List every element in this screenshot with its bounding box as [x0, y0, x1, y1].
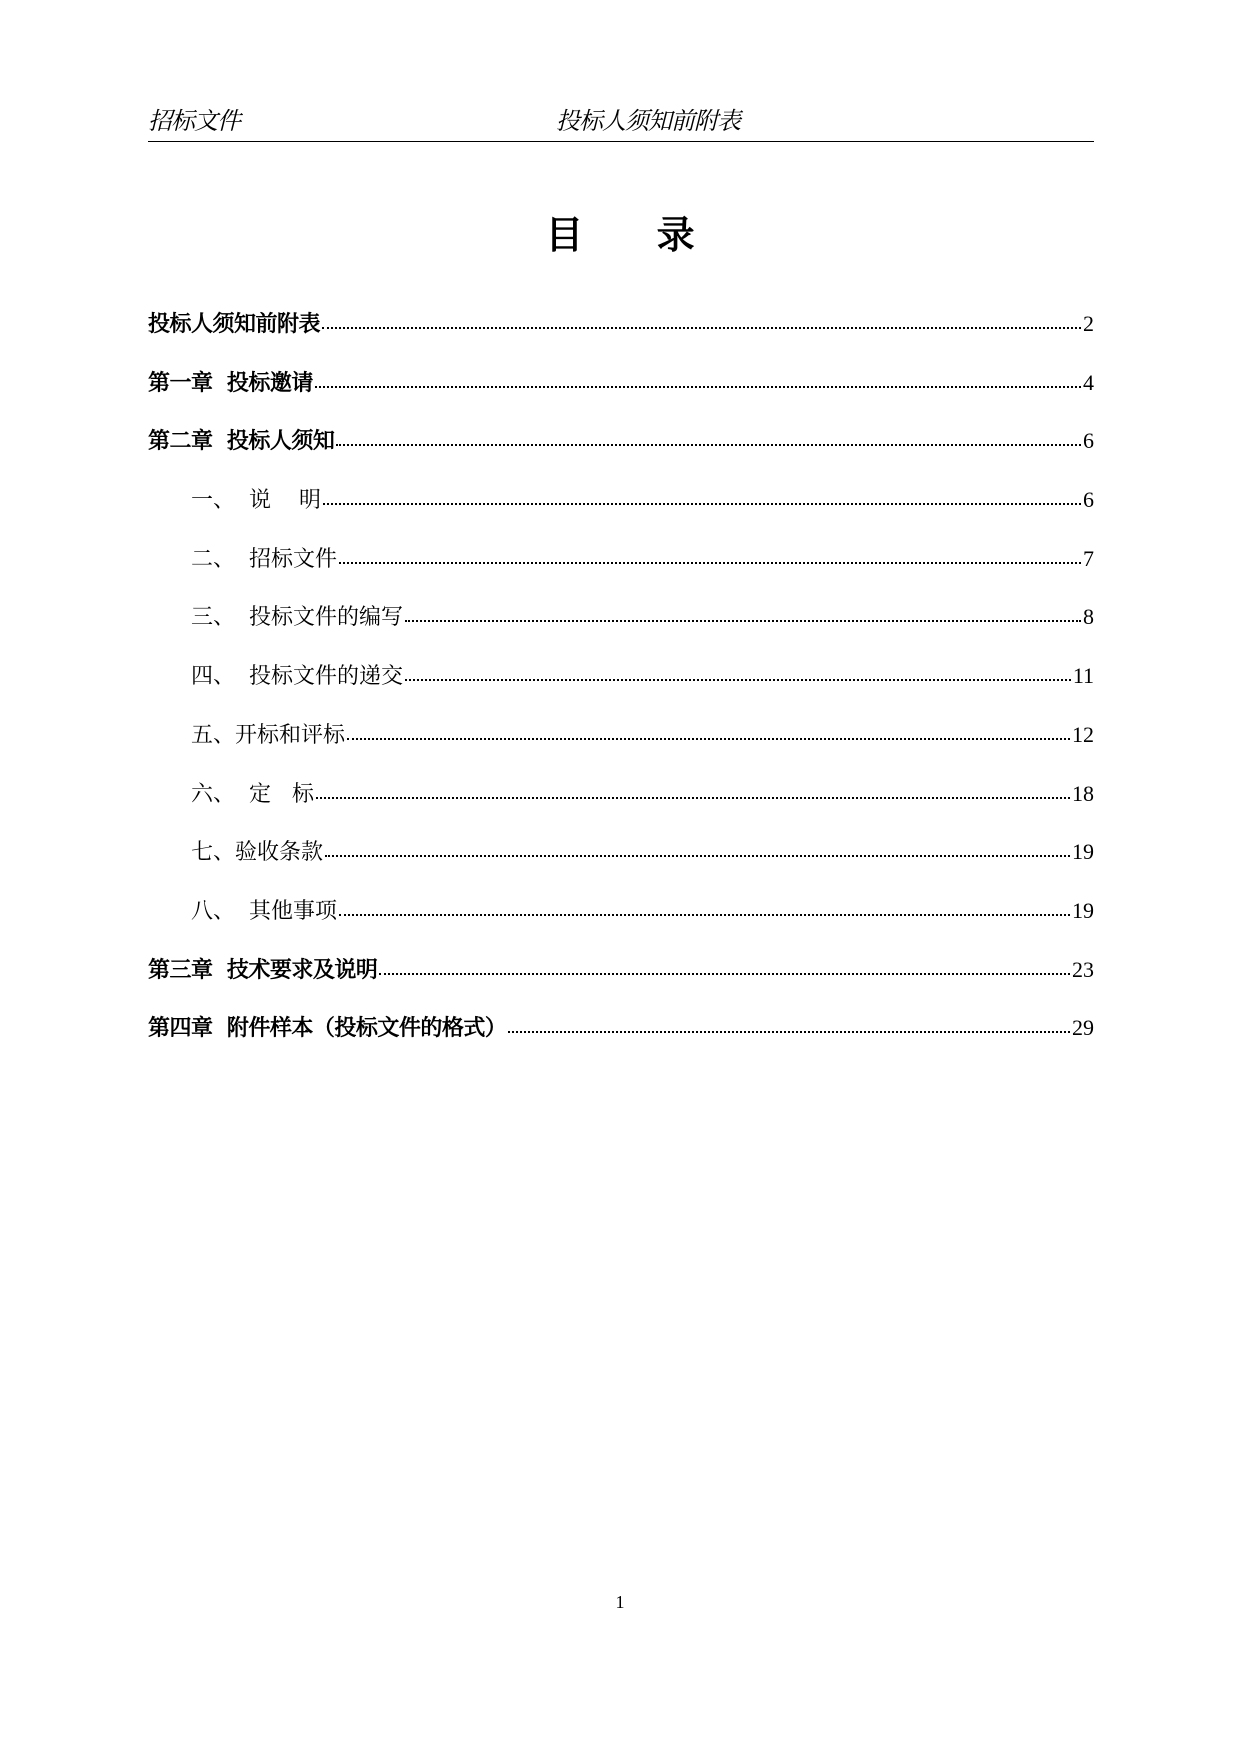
- toc-entry[interactable]: [148, 306, 1094, 365]
- toc-dot-leader: [315, 385, 1081, 388]
- toc-entry[interactable]: [148, 482, 1094, 541]
- toc-entry-text: 第一章 投标邀请: [148, 370, 313, 396]
- toc-entry[interactable]: [148, 365, 1094, 424]
- page-header: [148, 105, 1094, 142]
- header-section-title: 投标人须知前附表: [556, 107, 740, 135]
- toc-entry[interactable]: [148, 893, 1094, 952]
- toc-page-number: 29: [1072, 1015, 1094, 1041]
- toc-page-number: 11: [1072, 663, 1094, 689]
- toc-dot-leader: [339, 561, 1081, 564]
- toc-entry[interactable]: [148, 541, 1094, 600]
- page-number: 1: [615, 1592, 625, 1612]
- toc-page-number: 7: [1083, 545, 1094, 571]
- toc-entry[interactable]: [148, 658, 1094, 717]
- toc-page-number: 23: [1072, 956, 1094, 982]
- toc-entry-text: 投标人须知前附表: [148, 312, 321, 337]
- toc-entry[interactable]: [148, 776, 1094, 835]
- toc-page-number: 19: [1072, 897, 1094, 923]
- toc-dot-leader: [405, 678, 1071, 681]
- toc-entry[interactable]: [148, 717, 1094, 776]
- toc-dot-leader: [405, 619, 1081, 622]
- toc-entry-text: 第二章 投标人须知: [148, 429, 335, 455]
- toc-page-number: 8: [1083, 604, 1094, 630]
- toc-page-number: 12: [1072, 721, 1094, 747]
- toc-entry-text: 三、 投标文件的编写: [191, 605, 403, 631]
- toc-page-number: 6: [1083, 487, 1094, 513]
- toc-entry-text: 八、 其他事项: [191, 898, 337, 924]
- toc-entry[interactable]: [148, 423, 1094, 482]
- toc-entry-text: 第三章 技术要求及说明: [148, 957, 378, 983]
- toc-entry[interactable]: [148, 1010, 1094, 1069]
- toc-page-number: 18: [1072, 780, 1094, 806]
- toc-entry[interactable]: [148, 599, 1094, 658]
- toc-page-number: 19: [1072, 839, 1094, 865]
- toc-entry-text: 六、 定 标: [191, 781, 314, 807]
- toc-dot-leader: [339, 913, 1070, 916]
- toc-entry[interactable]: [148, 834, 1094, 893]
- toc-entry-text: 五、开标和评标: [191, 722, 346, 748]
- toc-dot-leader: [316, 796, 1070, 799]
- toc-dot-leader: [336, 443, 1081, 446]
- toc-dot-leader: [347, 737, 1070, 740]
- toc-entry[interactable]: [148, 952, 1094, 1011]
- toc-page-number: 6: [1083, 428, 1094, 454]
- toc-entry-text: 七、验收条款: [191, 840, 324, 866]
- toc-entry-text: 一、 说 明: [191, 488, 321, 514]
- toc-dot-leader: [325, 854, 1070, 857]
- toc-dot-leader: [508, 1030, 1070, 1033]
- toc-page-number: 4: [1083, 369, 1094, 395]
- toc-entry-text: 第四章 附件样本（投标文件的格式）: [148, 1016, 507, 1042]
- toc-dot-leader: [379, 972, 1070, 975]
- toc-title: 目 录: [545, 213, 725, 257]
- toc-page-number: 2: [1083, 311, 1094, 336]
- header-document-title: 招标文件: [148, 107, 240, 135]
- toc-dot-leader: [323, 502, 1081, 505]
- toc-dot-leader: [322, 326, 1081, 329]
- toc-entry-text: 四、 投标文件的递交: [191, 664, 403, 690]
- toc-entry-text: 二、 招标文件: [191, 546, 337, 572]
- table-of-contents: [148, 306, 1094, 1069]
